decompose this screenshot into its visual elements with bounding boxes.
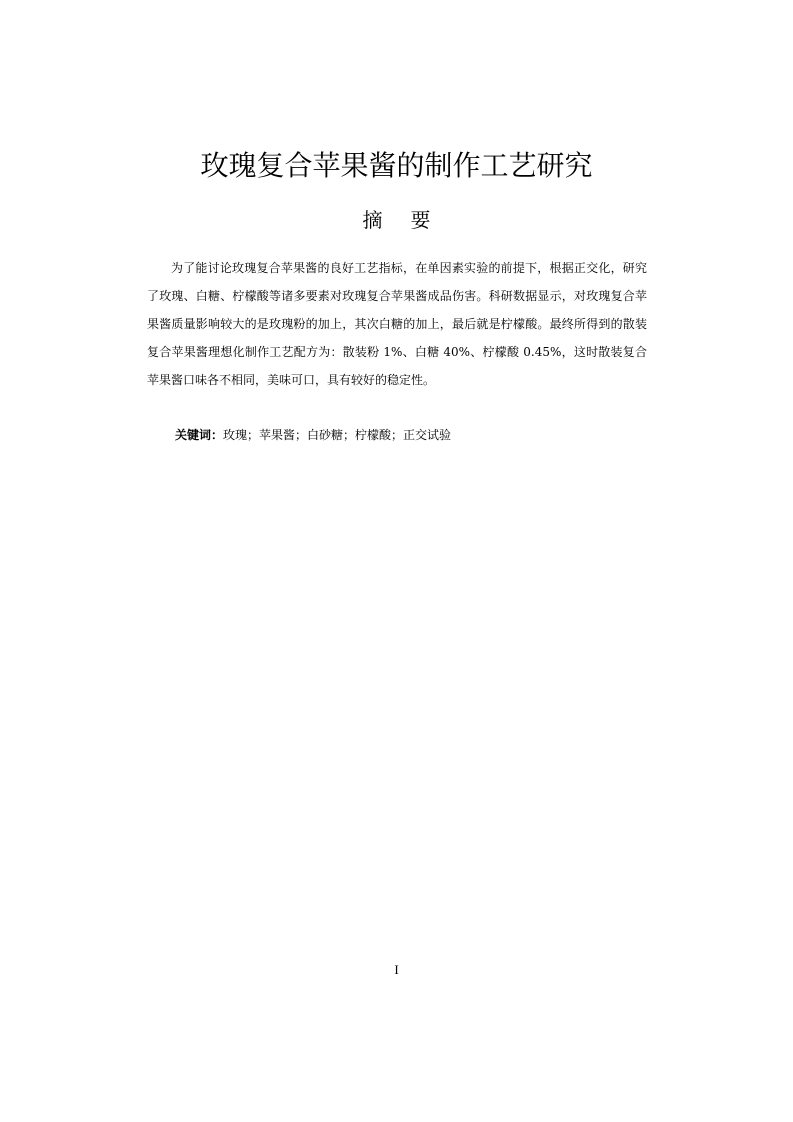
abstract-heading-char-2: 要 [410, 208, 431, 232]
keywords-label: 关键词： [175, 428, 224, 442]
abstract-paragraph: 为了能讨论玫瑰复合苹果酱的良好工艺指标，在单因素实验的前提下，根据正交化，研究了玫瑰、白糖、柠檬酸等诸多要素对玫瑰复合苹果酱成品伤害。科研数据显示，对玫瑰复合苹果酱质量影响较大的是玫瑰粉的加上，其次白糖的加上，最后就是柠檬酸。最终所得到的散装复合苹果酱理想化制作工艺配方为：散装粉 1%、白糖 40%、柠檬酸 0.45%，这时散装复合苹果酱口味各不相同，美味可口，具有较好的稳定性。 [147, 261, 647, 387]
keywords-line [175, 421, 451, 449]
page-number: I [394, 962, 399, 977]
page-title: 玫瑰复合苹果酱的制作工艺研究 [200, 149, 593, 182]
keywords-text: 玫瑰；苹果酱；白砂糖；柠檬酸；正交试验 [223, 428, 452, 442]
abstract-heading-char-1: 摘 [362, 208, 383, 232]
abstract-heading [0, 204, 793, 236]
